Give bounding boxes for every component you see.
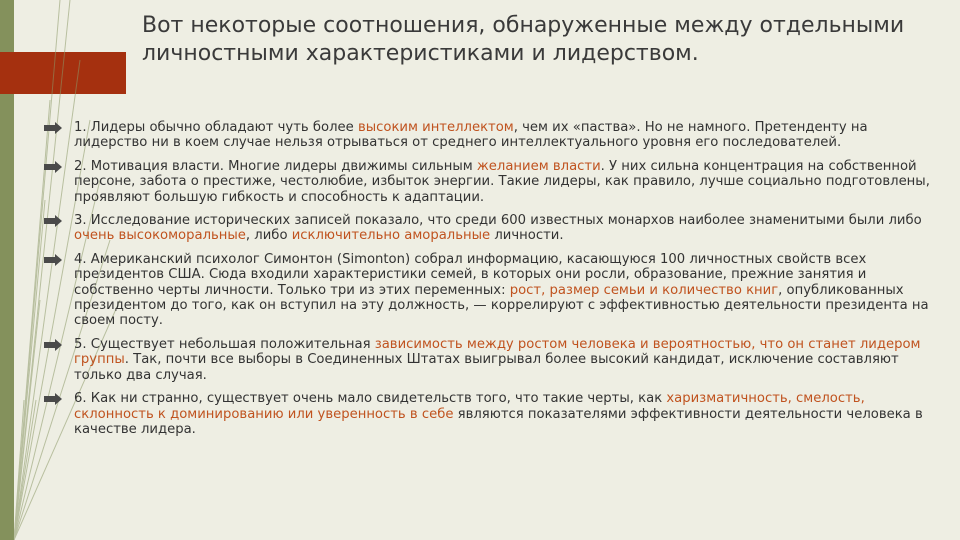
list-item-1: 1. Лидеры обычно обладают чуть более высоким интеллектом, чем их «паства». Но не намного. Претенденту на лидерство ни в коем случае нельзя отрываться от среднего интеллектуального уровня его последователей. bbox=[40, 120, 940, 151]
list-item-6: 6. Как ни странно, существует очень мало свидетельств того, что такие черты, как харизматичность, смелость, склонность к доминированию или уверенность в себе являются показателями эффективности деятельности человека в качестве лидера. bbox=[40, 391, 940, 437]
list-item-2: 2. Мотивация власти. Многие лидеры движимы сильным желанием власти. У них сильна концентрация на собственной персоне, забота о престиже, честолюбие, избыток энергии. Такие лидеры, как правило, лучше социально подготовлены, проявляют большую гибкость и способность к адаптации. bbox=[40, 159, 940, 205]
arrow-right-icon bbox=[44, 161, 62, 173]
title-line-1: Вот некоторые соотношения, обнаруженные между отдельными bbox=[142, 13, 905, 38]
list-item-5: 5. Существует небольшая положительная зависимость между ростом человека и вероятностью, что он станет лидером группы. Так, почти все выборы в Соединенных Штатах выигрывал более высокий кандидат, исключение составляют только два случая. bbox=[40, 337, 940, 383]
arrow-right-icon bbox=[44, 254, 62, 266]
slide-title bbox=[142, 12, 942, 68]
arrow-right-icon bbox=[44, 339, 62, 351]
arrow-right-icon bbox=[44, 215, 62, 227]
bullet-list bbox=[40, 120, 940, 445]
title-accent-bar bbox=[0, 52, 126, 94]
arrow-right-icon bbox=[44, 393, 62, 405]
title-line-2: личностными характеристиками и лидерством. bbox=[142, 41, 699, 66]
list-item-3: 3. Исследование исторических записей показало, что среди 600 известных монархов наиболее знаменитыми были либо очень высокоморальные, либо исключительно аморальные личности. bbox=[40, 213, 940, 244]
list-item-4: 4. Американский психолог Симонтон (Simonton) собрал информацию, касающуюся 100 личностных свойств всех президентов США. Сюда входили характеристики семей, в которых они росли, образование, прежние занятия и собственно черты личности. Только три из этих переменных: рост, размер семьи и количество книг, опубликованных президентом до того, как он вступил на эту должность, — коррелируют с эффективностью деятельности президента на своем посту. bbox=[40, 252, 940, 329]
arrow-right-icon bbox=[44, 122, 62, 134]
